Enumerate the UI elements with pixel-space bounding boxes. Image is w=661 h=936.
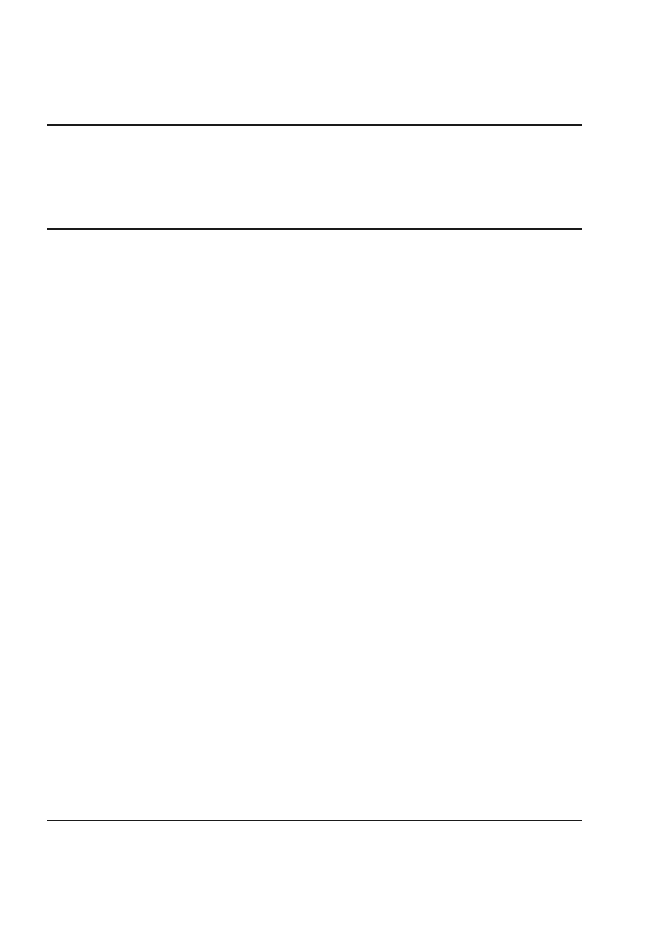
top-rule <box>47 124 582 126</box>
footer-rule <box>47 820 582 821</box>
title-bottom-rule <box>47 228 582 230</box>
